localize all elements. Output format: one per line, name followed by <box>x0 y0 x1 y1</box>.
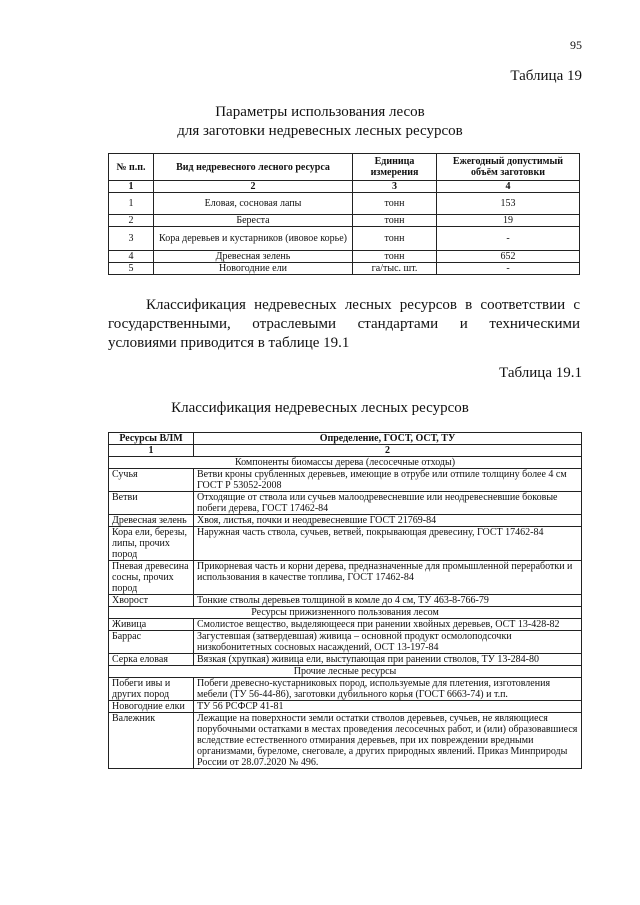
table-header-row <box>109 154 580 181</box>
col-header-volume: Ежегодный допустимый объём заготовки <box>437 154 580 181</box>
table-header-row <box>109 433 582 445</box>
resource-cell: Хворост <box>109 595 194 607</box>
table-cell: Кора деревьев и кустарников (ивовое корье) <box>154 227 353 251</box>
table-cell: га/тыс. шт. <box>353 263 437 275</box>
table-cell: 4 <box>109 251 154 263</box>
table-row <box>109 713 582 769</box>
page-number: 95 <box>570 38 582 52</box>
table-19-1-label: Таблица 19.1 <box>499 365 582 381</box>
resource-cell: Новогодние елки <box>109 701 194 713</box>
table-row <box>109 527 582 561</box>
table-row <box>109 701 582 713</box>
col-header-num: № п.п. <box>109 154 154 181</box>
table-cell: 5 <box>109 263 154 275</box>
table-cell: 19 <box>437 215 580 227</box>
col-number: 1 <box>109 181 154 193</box>
table-row <box>109 595 582 607</box>
table-cell: Древесная зелень <box>154 251 353 263</box>
table-row <box>109 619 582 631</box>
table-row <box>109 654 582 666</box>
col-header-definition: Определение, ГОСТ, ОСТ, ТУ <box>194 433 582 445</box>
table-row <box>109 263 580 275</box>
resource-cell: Серка еловая <box>109 654 194 666</box>
table-cell: Еловая, сосновая лапы <box>154 193 353 215</box>
section-row <box>109 607 582 619</box>
table-cell: тонн <box>353 251 437 263</box>
resource-cell: Валежник <box>109 713 194 769</box>
table-cell: тонн <box>353 215 437 227</box>
resource-cell: Ветви <box>109 492 194 515</box>
section-title: Компоненты биомассы дерева (лесосечные отходы) <box>109 457 582 469</box>
body-paragraph <box>108 296 580 353</box>
section-row <box>109 457 582 469</box>
table-cell: 1 <box>109 193 154 215</box>
table-row <box>109 492 582 515</box>
resource-cell: Древесная зелень <box>109 515 194 527</box>
resource-cell: Пневая древесина сосны, прочих пород <box>109 561 194 595</box>
definition-cell: Загустевшая (затвердевшая) живица – основной продукт осмолоподсочки низкобонитетных сосновых насаждений, ОСТ 13-197-84 <box>194 631 582 654</box>
table-cell: 652 <box>437 251 580 263</box>
definition-cell: Тонкие стволы деревьев толщиной в комле до 4 см, ТУ 463-8-766-79 <box>194 595 582 607</box>
table-row <box>109 678 582 701</box>
table-cell: - <box>437 227 580 251</box>
table-19-title <box>0 103 640 141</box>
table-19-title-line2: для заготовки недревесных лесных ресурсов <box>177 123 463 139</box>
table-row <box>109 193 580 215</box>
definition-cell: Наружная часть ствола, сучьев, ветвей, покрывающая древесину, ГОСТ 17462-84 <box>194 527 582 561</box>
table-19-1-title: Классификация недревесных лесных ресурсов <box>171 400 469 416</box>
col-header-unit: Единица измерения <box>353 154 437 181</box>
col-number-row <box>109 181 580 193</box>
resource-cell: Побеги ивы и других пород <box>109 678 194 701</box>
table-cell: 3 <box>109 227 154 251</box>
table-row <box>109 227 580 251</box>
col-number: 3 <box>353 181 437 193</box>
col-number-row <box>109 445 582 457</box>
section-title: Прочие лесные ресурсы <box>109 666 582 678</box>
section-title: Ресурсы прижизненного пользования лесом <box>109 607 582 619</box>
table-19-label: Таблица 19 <box>510 68 582 84</box>
col-header-resource: Ресурсы ВЛМ <box>109 433 194 445</box>
table-row <box>109 561 582 595</box>
table-19-title-line1: Параметры использования лесов <box>215 104 425 120</box>
definition-cell: Побеги древесно-кустарниковых пород, используемые для плетения, изготовления мебели (ТУ 56-44-86), заготовки дубильного корья (ГОСТ 6663-74) и т.п. <box>194 678 582 701</box>
definition-cell: Лежащие на поверхности земли остатки стволов деревьев, сучьев, не являющиеся порубочными остатками в местах проведения лесосечных работ, и (или) образовавшиеся вследствие естественного отмирания деревьев, при их повреждении вредными организмами, буреломе, снеговале, а других природных явлений. Приказ Минприроды России от 28.07.2020 № 496. <box>194 713 582 769</box>
col-number: 2 <box>154 181 353 193</box>
resource-cell: Кора ели, березы, липы, прочих пород <box>109 527 194 561</box>
table-cell: 2 <box>109 215 154 227</box>
table-row <box>109 251 580 263</box>
col-number: 1 <box>109 445 194 457</box>
table-row <box>109 469 582 492</box>
resource-cell: Сучья <box>109 469 194 492</box>
table-cell: тонн <box>353 227 437 251</box>
definition-cell: Хвоя, листья, почки и неодревесневшие ГОСТ 21769-84 <box>194 515 582 527</box>
definition-cell: Прикорневая часть и корни дерева, предназначенные для промышленной переработки и использования в качестве топлива, ГОСТ 17462-84 <box>194 561 582 595</box>
table-19-1 <box>108 432 582 769</box>
col-header-resource: Вид недревесного лесного ресурса <box>154 154 353 181</box>
col-number: 2 <box>194 445 582 457</box>
table-cell: 153 <box>437 193 580 215</box>
table-row <box>109 515 582 527</box>
col-number: 4 <box>437 181 580 193</box>
table-cell: - <box>437 263 580 275</box>
resource-cell: Баррас <box>109 631 194 654</box>
definition-cell: ТУ 56 РСФСР 41-81 <box>194 701 582 713</box>
table-row <box>109 215 580 227</box>
paragraph-text: Классификация недревесных лесных ресурсов в соответствии с государственными, отраслевыми стандартами и техническими условиями приводится в таблице 19.1 <box>108 297 580 351</box>
definition-cell: Смолистое вещество, выделяющееся при ранении хвойных деревьев, ОСТ 13-428-82 <box>194 619 582 631</box>
resource-cell: Живица <box>109 619 194 631</box>
table-cell: Береста <box>154 215 353 227</box>
table-19 <box>108 153 580 275</box>
table-cell: тонн <box>353 193 437 215</box>
table-row <box>109 631 582 654</box>
definition-cell: Отходящие от ствола или сучьев малоодревесневшие или неодревесневшие боковые побеги дерева, ГОСТ 17462-84 <box>194 492 582 515</box>
definition-cell: Вязкая (хрупкая) живица ели, выступающая при ранении стволов, ТУ 13-284-80 <box>194 654 582 666</box>
section-row <box>109 666 582 678</box>
definition-cell: Ветви кроны срубленных деревьев, имеющие в отрубе или отпиле толщину более 4 см ГОСТ Р 53052-2008 <box>194 469 582 492</box>
table-cell: Новогодние ели <box>154 263 353 275</box>
